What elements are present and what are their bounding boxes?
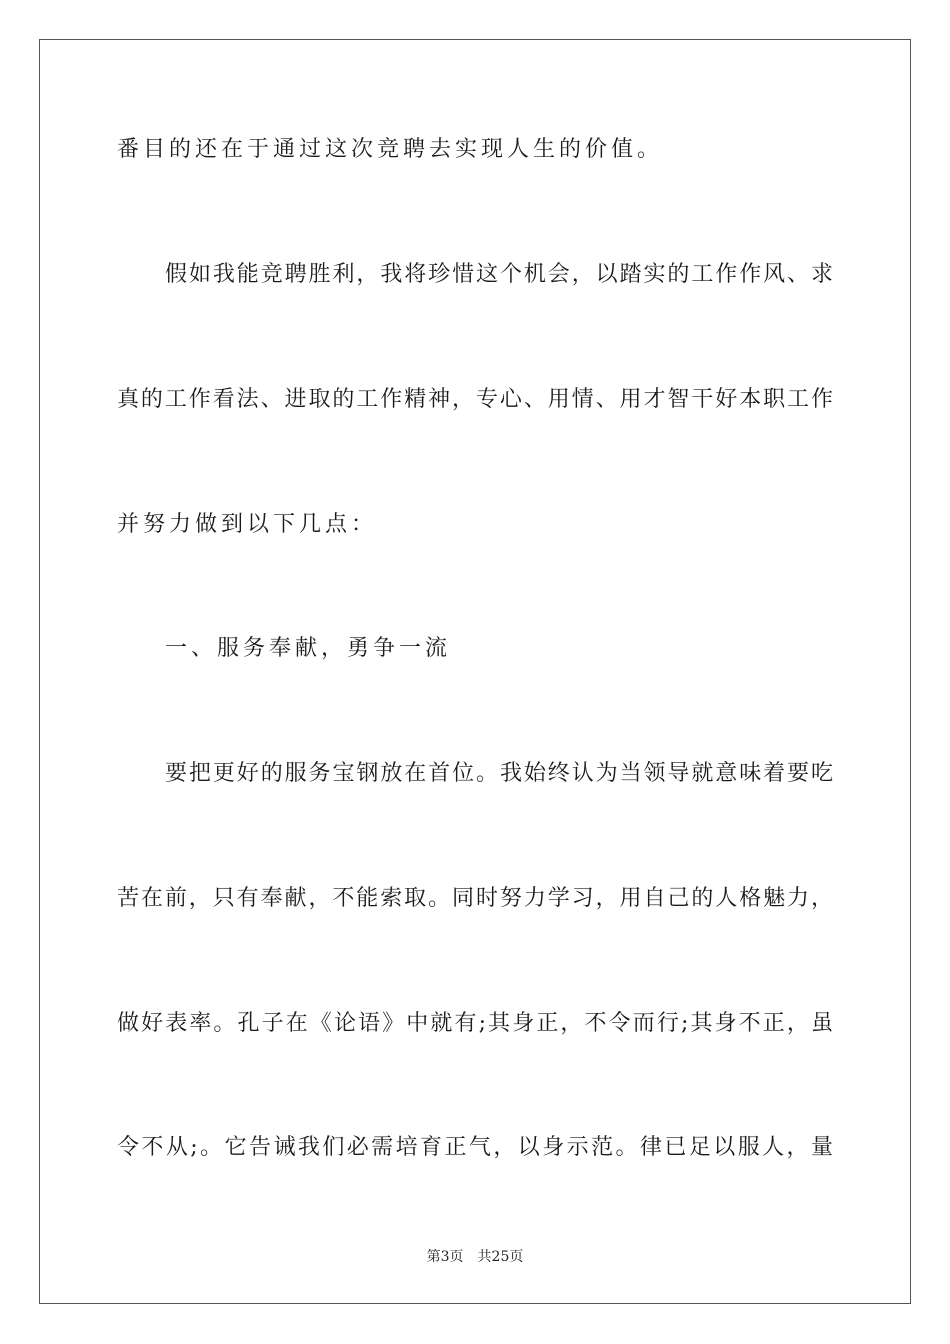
page-border — [39, 39, 911, 1304]
paragraph-line-7: 做好表率。孔子在《论语》中就有;其身正，不令而行;其身不正，虽 — [117, 1011, 833, 1036]
paragraph-line-8: 令不从;。它告诫我们必需培育正气，以身示范。律已足以服人，量 — [117, 1135, 833, 1160]
paragraph-line-6: 苦在前，只有奉献，不能索取。同时努力学习，用自己的人格魅力， — [117, 886, 833, 911]
page-total: 共25页 — [477, 1249, 524, 1265]
paragraph-line-4: 并努力做到以下几点： — [117, 512, 378, 537]
paragraph-line-2: 假如我能竞聘胜利，我将珍惜这个机会，以踏实的工作作风、求 — [165, 262, 833, 287]
paragraph-line-5: 要把更好的服务宝钢放在首位。我始终认为当领导就意味着要吃 — [165, 761, 833, 786]
page-footer — [0, 1248, 950, 1266]
paragraph-line-3: 真的工作看法、进取的工作精神，专心、用情、用才智干好本职工作 — [117, 387, 833, 412]
page-number: 第3页 — [426, 1249, 464, 1265]
paragraph-line-1: 番目的还在于通过这次竞聘去实现人生的价值。 — [117, 137, 664, 162]
section-heading: 一、服务奉献，勇争一流 — [165, 636, 452, 661]
